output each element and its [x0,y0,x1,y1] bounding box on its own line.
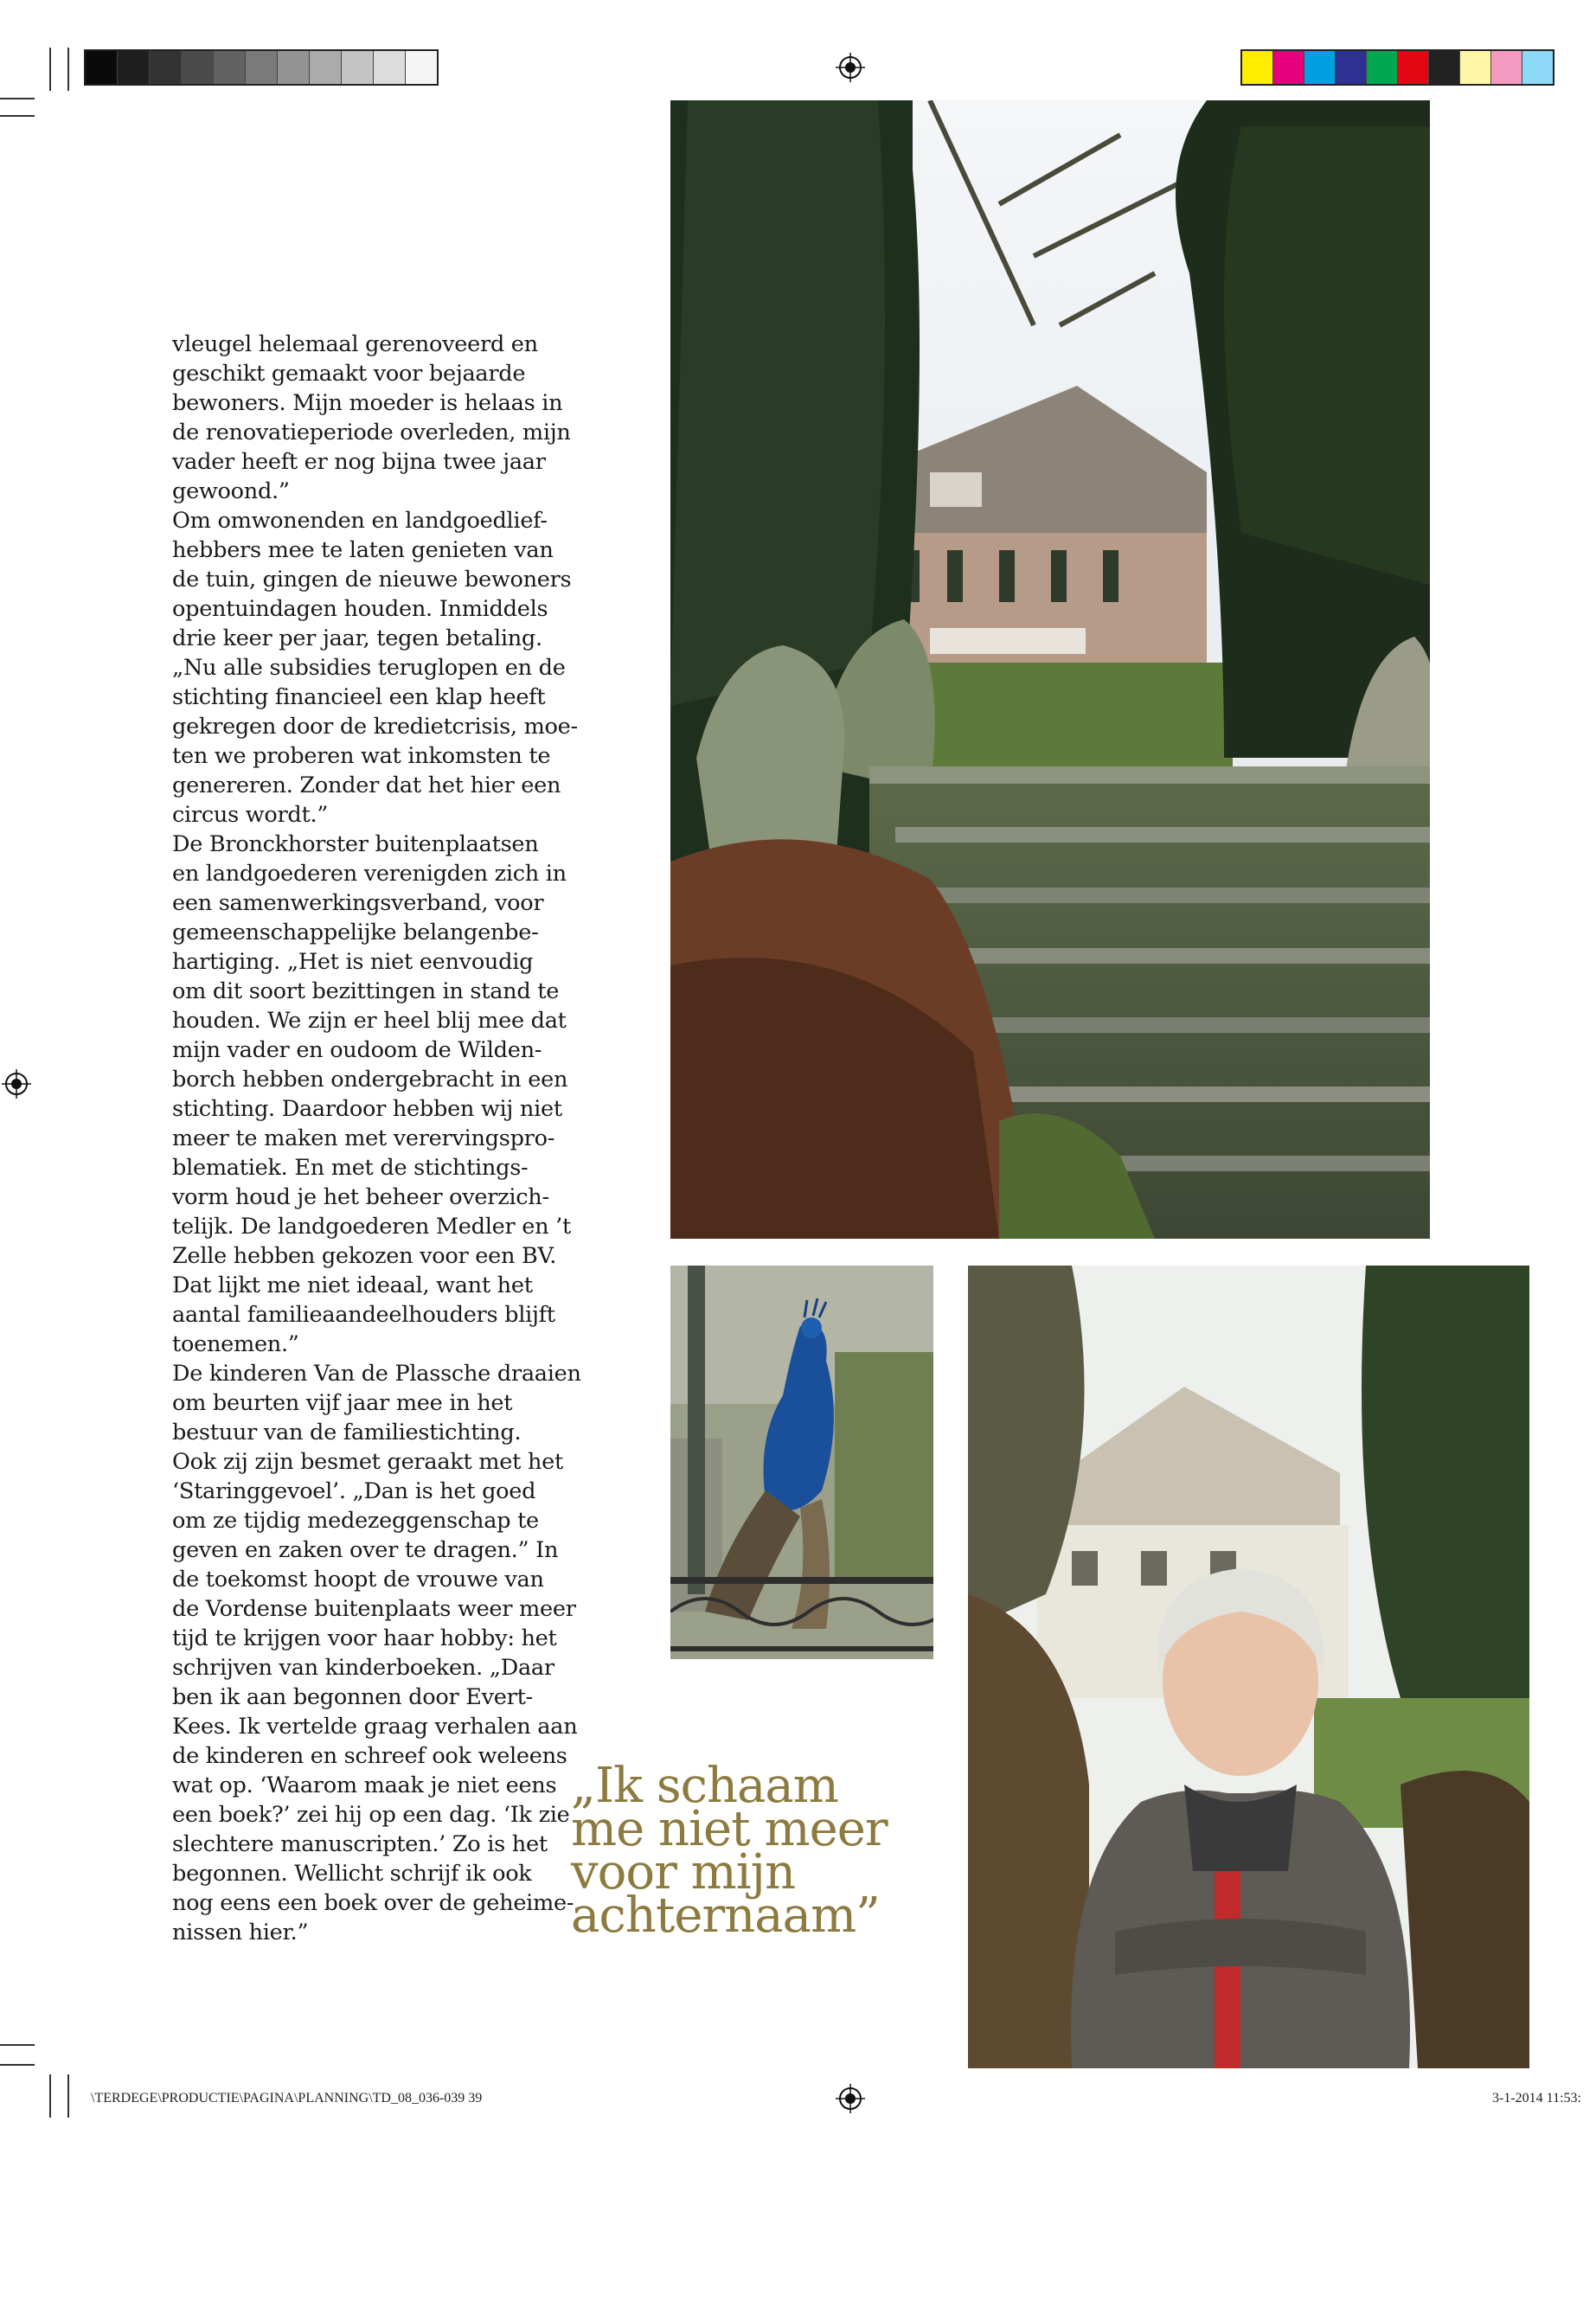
garden-stairs-photo [670,100,1430,1239]
body-line: bewoners. Mijn moeder is helaas in [172,390,563,416]
crop-mark [67,48,69,91]
registration-mark-icon [836,2084,865,2113]
body-line: vader heeft er nog bijna twee jaar [172,449,546,475]
body-line: ‘Staringgevoel’. „Dan is het goed [172,1478,536,1504]
pull-quote-line: voor mijn [571,1844,796,1900]
body-line: stichting. Daardoor hebben wij niet [172,1096,562,1122]
body-line: Dat lijkt me niet ideaal, want het [172,1272,533,1298]
crop-mark [0,98,35,99]
body-line: genereren. Zonder dat het hier een [172,772,561,798]
production-date-slug: 3-1-2014 11:53: [1492,2091,1581,2106]
body-line: hartiging. „Het is niet eenvoudig [172,949,534,975]
body-line: Ook zij zijn besmet geraakt met het [172,1449,563,1475]
body-line: ben ik aan begonnen door Evert- [172,1684,533,1710]
body-line: de toekomst hoopt de vrouwe van [172,1567,544,1593]
body-line: wat op. ‘Waarom maak je niet eens [172,1772,557,1798]
article-body [172,330,581,1947]
body-line: stichting financieel een klap heeft [172,684,546,710]
body-line: aantal familieaandeelhouders blijft [172,1302,555,1328]
pull-quote [571,1758,952,1944]
body-line: De kinderen Van de Plassche draaien [172,1361,581,1387]
body-line: toenemen.” [172,1331,299,1357]
body-line: de renovatieperiode overleden, mijn [172,420,571,445]
body-line: Zelle hebben gekozen voor een BV. [172,1243,557,1269]
body-line: geven en zaken over te dragen.” In [172,1537,559,1563]
body-line: De Bronckhorster buitenplaatsen [172,831,539,857]
body-line: hebbers mee te laten genieten van [172,537,554,563]
body-line: blematiek. En met de stichtings- [172,1155,529,1181]
body-line: om beurten vijf jaar mee in het [172,1390,513,1416]
body-line: om ze tijdig medezeggenschap te [172,1508,539,1534]
body-line: en landgoederen verenigden zich in [172,861,567,887]
body-line: vleugel helemaal gerenoveerd en [172,331,538,357]
body-line: telijk. De landgoederen Medler en ’t [172,1214,571,1240]
production-path-slug: \TERDEGE\PRODUCTIE\PAGINA\PLANNING\TD_08_036-039 39 [91,2091,483,2106]
crop-mark [0,2044,35,2046]
body-line: slechtere manuscripten.’ Zo is het [172,1831,548,1857]
crop-mark [67,2074,69,2118]
body-line: drie keer per jaar, tegen betaling. [172,625,542,651]
body-line: Om omwonenden en landgoedlief- [172,508,548,534]
body-line: ten we proberen wat inkomsten te [172,743,551,769]
body-line: de Vordense buitenplaats weer meer [172,1596,576,1622]
body-line: nog eens een boek over de geheime- [172,1890,574,1916]
peacock-photo [670,1266,933,1659]
body-line: tijd te krijgen voor haar hobby: het [172,1625,557,1651]
woman-portrait-photo [968,1266,1529,2068]
body-line: geschikt gemaakt voor bejaarde [172,361,526,387]
body-line: de tuin, gingen de nieuwe bewoners [172,567,572,593]
registration-mark-icon [836,53,865,82]
grayscale-calibration-bar [84,49,439,86]
body-line: borch hebben ondergebracht in een [172,1067,568,1093]
pull-quote-line: achternaam” [571,1888,880,1944]
body-line: een samenwerkingsverband, voor [172,890,544,916]
crop-mark [49,48,51,91]
body-line: gewoond.” [172,478,290,504]
color-calibration-bar [1240,49,1554,86]
body-line: gemeenschappelijke belangenbe- [172,920,539,945]
pull-quote-line: me niet meer [571,1801,888,1857]
body-line: bestuur van de familiestichting. [172,1420,522,1445]
body-line: begonnen. Wellicht schrijf ik ook [172,1861,532,1887]
body-line: opentuindagen houden. Inmiddels [172,596,548,622]
body-line: vorm houd je het beheer overzich- [172,1184,549,1210]
crop-mark [0,115,35,117]
body-line: Kees. Ik vertelde graag verhalen aan [172,1714,578,1740]
body-line: een boek?’ zei hij op een dag. ‘Ik zie [172,1802,570,1828]
body-line: houden. We zijn er heel blij mee dat [172,1008,567,1034]
crop-mark [0,2064,35,2066]
body-line: nissen hier.” [172,1920,309,1945]
body-line: om dit soort bezittingen in stand te [172,978,560,1004]
body-line: de kinderen en schreef ook weleens [172,1743,567,1769]
body-line: schrijven van kinderboeken. „Daar [172,1655,554,1681]
pull-quote-line: „Ik schaam [571,1758,838,1814]
body-line: „Nu alle subsidies teruglopen en de [172,655,566,681]
body-line: gekregen door de kredietcrisis, moe- [172,714,578,740]
body-line: meer te maken met verervingspro- [172,1125,555,1151]
crop-mark [49,2074,51,2118]
body-line: circus wordt.” [172,802,329,828]
body-line: mijn vader en oudoom de Wilden- [172,1037,542,1063]
registration-mark-icon [2,1069,31,1099]
